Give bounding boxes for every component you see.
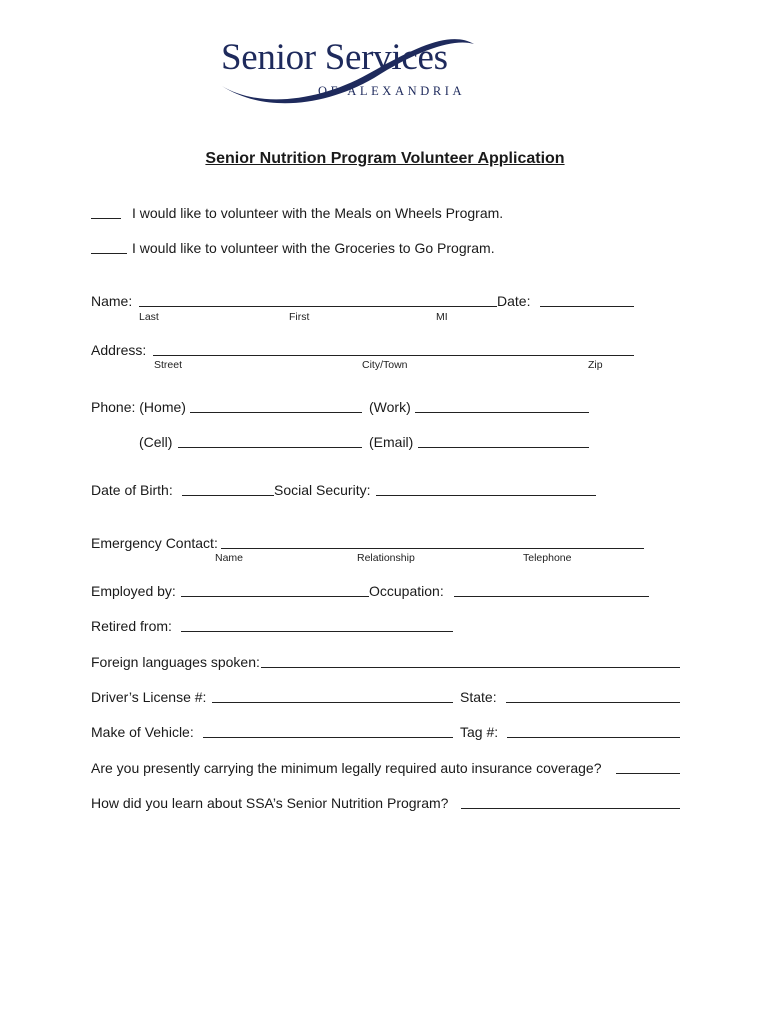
languages-label: Foreign languages spoken: — [91, 654, 260, 670]
logo-name: Senior Services — [221, 37, 448, 78]
name-sublabel-mi: MI — [436, 311, 448, 323]
address-field[interactable] — [153, 355, 634, 356]
dob-field[interactable] — [182, 495, 274, 496]
emergency-sublabel-relationship: Relationship — [357, 552, 415, 564]
emergency-contact-field[interactable] — [221, 548, 644, 549]
state-label: State: — [460, 689, 497, 705]
employed-by-label: Employed by: — [91, 583, 176, 599]
address-sublabel-zip: Zip — [588, 359, 603, 371]
date-field[interactable] — [540, 306, 634, 307]
ssn-label: Social Security: — [274, 482, 371, 498]
phone-work-label: (Work) — [369, 399, 411, 415]
phone-home-field[interactable] — [190, 412, 362, 413]
phone-home-label: Phone: (Home) — [91, 399, 186, 415]
drivers-license-field[interactable] — [212, 702, 453, 703]
meals-on-wheels-option-label: I would like to volunteer with the Meals on Wheels Program. — [132, 205, 504, 221]
occupation-label: Occupation: — [369, 583, 444, 599]
phone-cell-label: (Cell) — [139, 434, 173, 450]
employed-by-field[interactable] — [181, 596, 369, 597]
insurance-question-label: Are you presently carrying the minimum legally required auto insurance coverage? — [91, 760, 602, 776]
emergency-sublabel-name: Name — [215, 552, 244, 564]
groceries-to-go-checkbox-line[interactable] — [91, 253, 127, 254]
phone-cell-field[interactable] — [178, 447, 362, 448]
meals-on-wheels-checkbox-line[interactable] — [91, 218, 121, 219]
address-sublabel-city: City/Town — [362, 359, 408, 371]
tag-field[interactable] — [507, 737, 680, 738]
occupation-field[interactable] — [454, 596, 649, 597]
emergency-sublabel-telephone: Telephone — [523, 552, 572, 564]
vehicle-make-label: Make of Vehicle: — [91, 724, 194, 740]
name-sublabel-last: Last — [139, 311, 159, 323]
name-sublabel-first: First — [289, 311, 310, 323]
referral-answer-field[interactable] — [461, 808, 680, 809]
dob-label: Date of Birth: — [91, 482, 173, 498]
insurance-answer-field[interactable] — [616, 773, 680, 774]
vehicle-make-field[interactable] — [203, 737, 453, 738]
referral-question-label: How did you learn about SSA’s Senior Nutrition Program? — [91, 795, 449, 811]
email-label: (Email) — [369, 434, 414, 450]
ssn-field[interactable] — [376, 495, 596, 496]
name-field[interactable] — [139, 306, 497, 307]
date-label: Date: — [497, 293, 531, 309]
name-label: Name: — [91, 293, 133, 309]
groceries-to-go-option-label: I would like to volunteer with the Groceries to Go Program. — [132, 240, 495, 256]
languages-field[interactable] — [261, 667, 680, 668]
form-title: Senior Nutrition Program Volunteer Application — [205, 150, 565, 167]
email-field[interactable] — [418, 447, 589, 448]
address-label: Address: — [91, 342, 147, 358]
emergency-contact-label: Emergency Contact: — [91, 535, 218, 551]
state-field[interactable] — [506, 702, 680, 703]
retired-from-field[interactable] — [181, 631, 453, 632]
logo-subtitle: OF ALEXANDRIA — [318, 84, 466, 98]
drivers-license-label: Driver’s License #: — [91, 689, 207, 705]
address-sublabel-street: Street — [154, 359, 183, 371]
tag-label: Tag #: — [460, 724, 499, 740]
phone-work-field[interactable] — [415, 412, 589, 413]
retired-from-label: Retired from: — [91, 618, 172, 634]
